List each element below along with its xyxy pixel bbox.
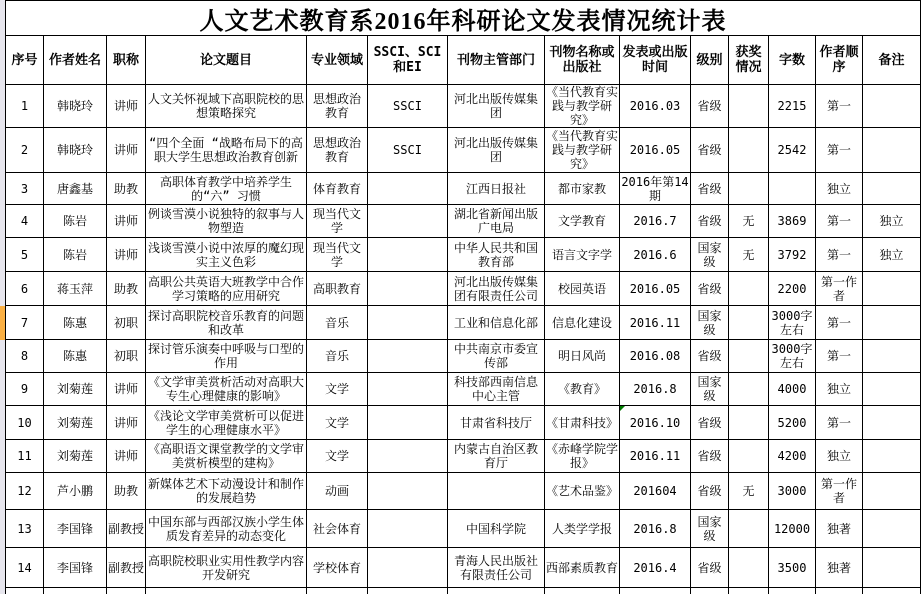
cell-notes[interactable] xyxy=(863,128,921,173)
cell-order[interactable]: 第一 xyxy=(816,306,863,340)
cell-words[interactable]: 3500 xyxy=(769,548,816,588)
cell-words[interactable]: 3000 xyxy=(769,473,816,510)
partial-cell-title xyxy=(146,588,307,594)
cell-words[interactable]: 3000字左右 xyxy=(769,306,816,340)
cell-title[interactable]: 探讨管乐演奏中呼吸与口型的作用 xyxy=(146,340,307,373)
cell-words[interactable]: 3792 xyxy=(769,238,816,272)
cell-journal[interactable]: 文学教育 xyxy=(545,205,620,238)
cell-award[interactable]: 无 xyxy=(729,238,769,272)
cell-rank[interactable]: 讲师 xyxy=(107,440,146,473)
partial-cell-level xyxy=(691,588,729,594)
cell-words[interactable]: 2200 xyxy=(769,272,816,306)
cell-award[interactable] xyxy=(729,440,769,473)
cell-date[interactable]: 2016.08 xyxy=(620,340,691,373)
cell-order[interactable]: 独立 xyxy=(816,173,863,205)
column-header-dept[interactable]: 刊物主管部门 xyxy=(448,36,545,85)
cell-level[interactable]: 省级 xyxy=(691,173,729,205)
cell-order[interactable]: 第一 xyxy=(816,406,863,440)
cell-order[interactable]: 独著 xyxy=(816,510,863,548)
cell-words[interactable]: 2542 xyxy=(769,128,816,173)
cell-title[interactable]: 探讨高职院校音乐教育的问题和改革 xyxy=(146,306,307,340)
cell-notes[interactable] xyxy=(863,272,921,306)
cell-dept[interactable]: 河北出版传媒集团 xyxy=(448,85,545,128)
cell-field[interactable]: 体育教育 xyxy=(307,173,368,205)
cell-field[interactable]: 社会体育 xyxy=(307,510,368,548)
cell-title[interactable]: 高职公共英语大班教学中合作学习策略的应用研究 xyxy=(146,272,307,306)
table-row xyxy=(6,173,921,205)
cell-author[interactable]: 唐鑫基 xyxy=(44,173,107,205)
cell-award[interactable] xyxy=(729,548,769,588)
cell-title[interactable]: 例谈雪漠小说独特的叙事与人物塑造 xyxy=(146,205,307,238)
table-row xyxy=(6,473,921,510)
cell-award[interactable] xyxy=(729,373,769,406)
cell-field[interactable]: 高职教育 xyxy=(307,272,368,306)
table-title: 人文艺术教育系2016年科研论文发表情况统计表 xyxy=(6,0,921,36)
cell-notes[interactable] xyxy=(863,510,921,548)
cell-date[interactable]: 2016.11 xyxy=(620,306,691,340)
table-area xyxy=(5,0,921,594)
cell-notes[interactable] xyxy=(863,85,921,128)
cell-dept[interactable]: 江西日报社 xyxy=(448,173,545,205)
cell-level[interactable]: 省级 xyxy=(691,205,729,238)
cell-level[interactable]: 省级 xyxy=(691,473,729,510)
cell-journal[interactable]: 校园英语 xyxy=(545,272,620,306)
column-header-date[interactable]: 发表或出版时间 xyxy=(620,36,691,85)
table-row xyxy=(6,340,921,373)
cell-rank[interactable]: 讲师 xyxy=(107,238,146,272)
cell-notes[interactable]: 独立 xyxy=(863,238,921,272)
cell-author[interactable]: 蒋玉萍 xyxy=(44,272,107,306)
cell-ssci[interactable] xyxy=(368,440,448,473)
cell-seq[interactable]: 9 xyxy=(6,373,44,406)
cell-author[interactable]: 刘菊莲 xyxy=(44,373,107,406)
cell-rank[interactable]: 初职 xyxy=(107,340,146,373)
cell-title[interactable]: 新媒体艺术下动漫设计和制作的发展趋势 xyxy=(146,473,307,510)
column-header-award[interactable]: 获奖情况 xyxy=(729,36,769,85)
cell-author[interactable]: 陈岩 xyxy=(44,205,107,238)
cell-level[interactable]: 国家级 xyxy=(691,306,729,340)
header-row xyxy=(6,36,921,85)
cell-field[interactable]: 现当代文学 xyxy=(307,205,368,238)
cell-ssci[interactable] xyxy=(368,272,448,306)
cell-words[interactable]: 4200 xyxy=(769,440,816,473)
cell-author[interactable]: 刘菊莲 xyxy=(44,440,107,473)
cell-rank[interactable]: 助教 xyxy=(107,272,146,306)
cell-order[interactable]: 独立 xyxy=(816,440,863,473)
table-row xyxy=(6,373,921,406)
cell-seq[interactable]: 8 xyxy=(6,340,44,373)
table-row xyxy=(6,510,921,548)
cell-journal[interactable]: 《赤峰学院学报》 xyxy=(545,440,620,473)
table-row xyxy=(6,406,921,440)
cell-journal[interactable]: 《甘肃科技》 xyxy=(545,406,620,440)
partial-cell-field xyxy=(307,588,368,594)
cell-level[interactable]: 国家级 xyxy=(691,510,729,548)
cell-words[interactable]: 2215 xyxy=(769,85,816,128)
cell-field[interactable]: 文学 xyxy=(307,406,368,440)
cell-words[interactable]: 4000 xyxy=(769,373,816,406)
cell-award[interactable] xyxy=(729,173,769,205)
cell-level[interactable]: 省级 xyxy=(691,272,729,306)
cell-notes[interactable] xyxy=(863,173,921,205)
column-header-words[interactable]: 字数 xyxy=(769,36,816,85)
column-header-seq[interactable]: 序号 xyxy=(6,36,44,85)
cell-date[interactable]: 2016.11 xyxy=(620,440,691,473)
cell-seq[interactable]: 10 xyxy=(6,406,44,440)
table-row xyxy=(6,306,921,340)
table-row xyxy=(6,205,921,238)
table-row xyxy=(6,272,921,306)
cell-author[interactable]: 韩晓玲 xyxy=(44,128,107,173)
cell-rank[interactable]: 讲师 xyxy=(107,373,146,406)
cell-ssci[interactable] xyxy=(368,473,448,510)
cell-ssci[interactable] xyxy=(368,548,448,588)
cell-ssci[interactable]: SSCI xyxy=(368,85,448,128)
cell-seq[interactable]: 6 xyxy=(6,272,44,306)
cell-dept[interactable]: 河北出版传媒集团有限责任公司 xyxy=(448,272,545,306)
cell-field[interactable]: 动画 xyxy=(307,473,368,510)
cell-ssci[interactable] xyxy=(368,340,448,373)
table-row xyxy=(6,440,921,473)
cell-journal[interactable]: 《当代教育实践与教学研究》 xyxy=(546,85,619,127)
cell-ssci[interactable] xyxy=(368,238,448,272)
cell-seq[interactable]: 14 xyxy=(6,548,44,588)
cell-journal[interactable]: 《教育》 xyxy=(545,373,620,406)
cell-seq[interactable]: 5 xyxy=(6,238,44,272)
cell-field[interactable]: 文学 xyxy=(307,373,368,406)
cell-award[interactable] xyxy=(729,406,769,440)
cell-dept[interactable]: 中华人民共和国教育部 xyxy=(448,238,545,272)
cell-level[interactable]: 国家级 xyxy=(691,238,729,272)
cell-order[interactable]: 独著 xyxy=(816,548,863,588)
table-body xyxy=(6,85,921,588)
cell-journal[interactable]: 《当代教育实践与教学研究》 xyxy=(546,129,619,171)
cell-title[interactable]: 高职体育教学中培养学生的“六” 习惯 xyxy=(146,173,307,205)
cell-notes[interactable] xyxy=(863,473,921,510)
cell-words[interactable]: 3000字左右 xyxy=(769,340,816,373)
cell-journal[interactable]: 都市家教 xyxy=(545,173,620,205)
table-row xyxy=(6,238,921,272)
table-row xyxy=(6,548,921,588)
cell-date[interactable]: 2016.7 xyxy=(620,205,691,238)
cell-dept[interactable]: 甘肃省科技厅 xyxy=(448,406,545,440)
cell-level[interactable]: 省级 xyxy=(691,406,729,440)
partial-cell-dept xyxy=(448,588,545,594)
cell-ssci[interactable] xyxy=(368,205,448,238)
partial-cell-rank xyxy=(107,588,146,594)
cell-date[interactable]: 2016.03 xyxy=(620,85,691,128)
column-header-title[interactable]: 论文题目 xyxy=(146,36,307,85)
cell-field[interactable]: 思想政治教育 xyxy=(307,85,368,128)
cell-notes[interactable] xyxy=(863,548,921,588)
column-header-level[interactable]: 级别 xyxy=(691,36,729,85)
partial-cell-journal xyxy=(545,588,620,594)
cell-dept[interactable]: 科技部西南信息中心主管 xyxy=(448,373,545,406)
cell-rank[interactable]: 副教授 xyxy=(107,548,146,588)
cell-rank[interactable]: 助教 xyxy=(107,173,146,205)
cell-words[interactable]: 3869 xyxy=(769,205,816,238)
cell-rank[interactable]: 初职 xyxy=(107,306,146,340)
cell-title[interactable]: 浅谈雪漠小说中浓厚的魔幻现实主义色彩 xyxy=(146,238,307,272)
cell-rank[interactable]: 副教授 xyxy=(107,510,146,548)
cell-award[interactable] xyxy=(729,128,769,173)
cell-order[interactable]: 独立 xyxy=(816,373,863,406)
cell-journal[interactable]: 人类学学报 xyxy=(545,510,620,548)
cell-rank[interactable]: 讲师 xyxy=(107,406,146,440)
cell-error-marker-icon xyxy=(620,406,625,411)
cell-title[interactable]: 中国东部与西部汉族小学生体质发育差异的动态变化 xyxy=(146,510,307,548)
table-row xyxy=(6,85,921,128)
cell-field[interactable]: 现当代文学 xyxy=(307,238,368,272)
cell-date[interactable]: 2016.8 xyxy=(620,373,691,406)
cell-award[interactable] xyxy=(729,272,769,306)
cell-date[interactable]: 2016.4 xyxy=(620,548,691,588)
cell-title[interactable]: 高职院校职业实用性教学内容开发研究 xyxy=(146,548,307,588)
cell-author[interactable]: 韩晓玲 xyxy=(44,85,107,128)
cell-notes[interactable] xyxy=(863,406,921,440)
cell-words[interactable]: 12000 xyxy=(769,510,816,548)
table-row xyxy=(6,128,921,173)
cell-seq[interactable]: 11 xyxy=(6,440,44,473)
cell-order[interactable]: 第一作者 xyxy=(816,473,863,510)
cell-rank[interactable]: 讲师 xyxy=(107,85,146,128)
partial-cell-date xyxy=(620,588,691,594)
cell-seq[interactable]: 13 xyxy=(6,510,44,548)
cell-date[interactable]: 2016.05 xyxy=(620,272,691,306)
cell-dept[interactable]: 内蒙古自治区教育厅 xyxy=(448,440,545,473)
cell-date[interactable]: 2016年第14期 xyxy=(620,173,691,205)
cell-award[interactable]: 无 xyxy=(729,205,769,238)
cell-words[interactable]: 5200 xyxy=(769,406,816,440)
cell-order[interactable]: 第一 xyxy=(816,85,863,128)
cell-date[interactable]: 201604 xyxy=(620,473,691,510)
cell-ssci[interactable] xyxy=(368,173,448,205)
column-header-ssci[interactable]: SSCI、SCI和EI xyxy=(368,36,448,85)
cell-notes[interactable] xyxy=(863,340,921,373)
cell-field[interactable]: 思想政治教育 xyxy=(307,128,368,173)
cell-level[interactable]: 省级 xyxy=(691,85,729,128)
cell-seq[interactable]: 7 xyxy=(6,306,44,340)
cell-ssci[interactable] xyxy=(368,406,448,440)
partial-cell-notes xyxy=(863,588,921,594)
cell-level[interactable]: 国家级 xyxy=(691,373,729,406)
cell-title[interactable]: 人文关怀视域下高职院校的思想策略探究 xyxy=(146,85,307,128)
column-header-notes[interactable]: 备注 xyxy=(863,36,921,85)
cell-title[interactable]: 《浅论文学审美赏析可以促进学生的心理健康水平》 xyxy=(146,406,307,440)
cell-notes[interactable] xyxy=(863,306,921,340)
column-header-order[interactable]: 作者顺序 xyxy=(816,36,863,85)
cell-order[interactable]: 第一 xyxy=(816,128,863,173)
cell-ssci[interactable]: SSCI xyxy=(368,128,448,173)
partial-next-row xyxy=(6,588,921,594)
cell-level[interactable]: 省级 xyxy=(691,548,729,588)
cell-author[interactable]: 陈岩 xyxy=(44,238,107,272)
cell-notes[interactable] xyxy=(863,440,921,473)
cell-seq[interactable]: 12 xyxy=(6,473,44,510)
cell-rank[interactable]: 讲师 xyxy=(107,205,146,238)
cell-ssci[interactable] xyxy=(368,306,448,340)
cell-level[interactable]: 省级 xyxy=(691,340,729,373)
cell-rank[interactable]: 讲师 xyxy=(107,128,146,173)
cell-seq[interactable]: 1 xyxy=(6,85,44,128)
cell-journal[interactable]: 语言文字学 xyxy=(545,238,620,272)
cell-author[interactable]: 陈惠 xyxy=(44,340,107,373)
cell-order[interactable]: 第一 xyxy=(816,238,863,272)
cell-author[interactable]: 刘菊莲 xyxy=(44,406,107,440)
cell-dept[interactable]: 中国科学院 xyxy=(448,510,545,548)
cell-field[interactable]: 文学 xyxy=(307,440,368,473)
cell-field[interactable]: 学校体育 xyxy=(307,548,368,588)
cell-date[interactable]: 2016.8 xyxy=(620,510,691,548)
cell-notes[interactable]: 独立 xyxy=(863,205,921,238)
column-header-rank[interactable]: 职称 xyxy=(107,36,146,85)
cell-dept[interactable]: 河北出版传媒集团 xyxy=(448,128,545,173)
cell-journal[interactable]: 西部素质教育 xyxy=(545,548,620,588)
cell-field[interactable]: 音乐 xyxy=(307,306,368,340)
cell-award[interactable] xyxy=(729,306,769,340)
cell-award[interactable] xyxy=(729,510,769,548)
cell-author[interactable]: 李国锋 xyxy=(44,510,107,548)
partial-cell-seq xyxy=(6,588,44,594)
cell-award[interactable]: 无 xyxy=(729,473,769,510)
partial-cell-author xyxy=(44,588,107,594)
cell-seq[interactable]: 4 xyxy=(6,205,44,238)
column-header-field[interactable]: 专业领域 xyxy=(307,36,368,85)
cell-author[interactable]: 芦小鹏 xyxy=(44,473,107,510)
cell-level[interactable]: 省级 xyxy=(691,128,729,173)
cell-title[interactable]: 《高职语文课堂教学的文学审美赏析模型的建构》 xyxy=(146,440,307,473)
cell-dept[interactable]: 工业和信息化部 xyxy=(448,306,545,340)
cell-date[interactable]: 2016.05 xyxy=(620,128,691,173)
column-header-author[interactable]: 作者姓名 xyxy=(44,36,107,85)
cell-field[interactable]: 音乐 xyxy=(307,340,368,373)
cell-order[interactable]: 第一 xyxy=(816,340,863,373)
cell-notes[interactable] xyxy=(863,373,921,406)
partial-cell-ssci xyxy=(368,588,448,594)
cell-seq[interactable]: 2 xyxy=(6,128,44,173)
cell-dept[interactable] xyxy=(448,473,545,510)
column-header-journal[interactable]: 刊物名称或出版社 xyxy=(545,36,620,85)
cell-ssci[interactable] xyxy=(368,510,448,548)
cell-award[interactable] xyxy=(729,85,769,128)
cell-dept[interactable]: 湖北省新闻出版广电局 xyxy=(448,205,545,238)
cell-title[interactable]: 《文学审美赏析活动对高职大专生心理健康的影响》 xyxy=(146,373,307,406)
cell-author[interactable]: 李国锋 xyxy=(44,548,107,588)
cell-order[interactable]: 第一 xyxy=(816,205,863,238)
partial-cell-award xyxy=(729,588,769,594)
cell-journal[interactable]: 信息化建设 xyxy=(545,306,620,340)
cell-title[interactable]: “四个全面 “战略布局下的高职大学生思想政治教育创新 xyxy=(146,128,307,173)
cell-award[interactable] xyxy=(729,340,769,373)
cell-dept[interactable]: 中共南京市委宣传部 xyxy=(448,340,545,373)
partial-cell-words xyxy=(769,588,816,594)
cell-date[interactable]: 2016.10 xyxy=(620,406,691,440)
cell-words[interactable] xyxy=(769,173,816,205)
cell-ssci[interactable] xyxy=(368,373,448,406)
cell-order[interactable]: 第一作者 xyxy=(816,272,863,306)
cell-seq[interactable]: 3 xyxy=(6,173,44,205)
partial-cell-order xyxy=(816,588,863,594)
cell-journal[interactable]: 《艺术品鉴》 xyxy=(545,473,620,510)
cell-level[interactable]: 省级 xyxy=(691,440,729,473)
cell-author[interactable]: 陈惠 xyxy=(44,306,107,340)
cell-date[interactable]: 2016.6 xyxy=(620,238,691,272)
cell-dept[interactable]: 青海人民出版社有限责任公司 xyxy=(448,548,545,588)
cell-journal[interactable]: 明日风尚 xyxy=(545,340,620,373)
cell-rank[interactable]: 助教 xyxy=(107,473,146,510)
